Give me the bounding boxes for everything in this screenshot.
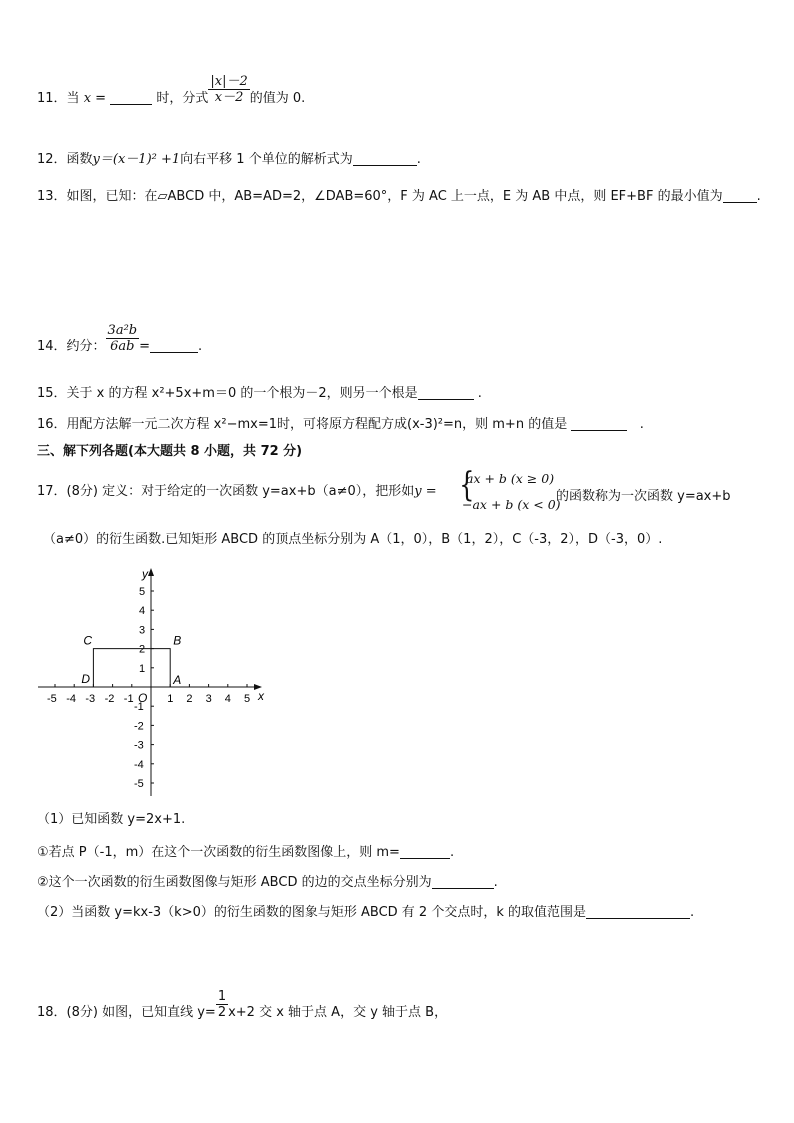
q17-part-1-ii-blank[interactable] — [432, 876, 494, 889]
x-tick-label: 4 — [224, 693, 231, 705]
question-13 — [37, 190, 761, 203]
y-tick-label: 4 — [139, 605, 146, 618]
q14-eq: = — [139, 339, 151, 354]
y-tick-label: 5 — [139, 586, 146, 598]
question-14 — [37, 323, 203, 354]
q17-line1-a: 17．(8分) 定义：对于给定的一次函数 y=ax+b（a≠0），把形如 — [37, 484, 415, 499]
q17-part-1-ii-text: ②这个一次函数的衍生函数图像与矩形 ABCD 的边的交点坐标分别为 — [37, 875, 432, 890]
q14-denominator: 6ab — [110, 339, 135, 354]
q12-end: . — [416, 152, 421, 167]
y-tick-label: -3 — [134, 739, 144, 752]
x-tick-label: -1 — [123, 693, 134, 705]
x-tick-label: -4 — [66, 693, 76, 705]
question-11 — [37, 74, 306, 106]
q16-text: 16．用配方法解一元二次方程 x²−mx=1时，可将原方程配方成(x-3)²=n，则 m+n 的值是 — [37, 417, 568, 432]
q14-end: . — [198, 339, 203, 354]
q16-end: . — [639, 417, 644, 432]
q17-part-1-i-blank[interactable] — [400, 846, 450, 859]
q11-answer-blank[interactable] — [110, 92, 152, 105]
y-tick-label: 3 — [139, 624, 146, 637]
y-tick-label: -4 — [134, 758, 144, 771]
q17-line1-b: 的函数称为一次函数 y=ax+b — [556, 489, 731, 504]
q17-part-2-end: . — [690, 905, 695, 920]
q11-fraction — [208, 75, 249, 104]
point-label-b: B — [173, 633, 182, 648]
question-12 — [37, 153, 421, 166]
y-tick-label: -1 — [134, 701, 144, 714]
x-tick-label: -5 — [47, 693, 57, 705]
q13-text: 13．如图，已知：在▱ABCD 中，AB=AD=2，∠DAB=60°，F 为 AC 上一点，E 为 AB 中点，则 EF+BF 的最小值为 — [37, 189, 723, 204]
section-3-title: 三、解下列各题(本大题共 8 小题，共 72 分) — [37, 444, 303, 459]
q14-fraction — [106, 324, 140, 353]
origin-label: O — [138, 691, 148, 705]
q13-answer-blank[interactable] — [723, 190, 757, 203]
x-tick-label: 5 — [244, 693, 251, 705]
q18-suffix: x+2 交 x 轴于点 A，交 y 轴于点 B， — [228, 1005, 448, 1020]
q14-numerator: 3a²b — [107, 323, 138, 338]
x-tick-label: 1 — [167, 693, 174, 705]
y-axis-arrow — [148, 568, 154, 576]
y-axis-label: y — [142, 567, 148, 581]
q17-part-1: （1）已知函数 y=2x+1. — [37, 812, 186, 827]
q11-denominator: x－2 — [214, 90, 244, 105]
q11-var: x — [83, 91, 92, 106]
q17-piece-2: −ax + b (x < 0) — [462, 497, 561, 512]
coordinate-graph — [30, 560, 280, 800]
q17-part-1-ii-end: . — [493, 875, 498, 890]
q13-end: . — [756, 189, 761, 204]
y-tick-label: -5 — [134, 778, 144, 790]
q12-text: 向右平移 1 个单位的解析式为 — [180, 152, 353, 167]
point-label-c: C — [83, 633, 93, 648]
q16-answer-blank[interactable] — [571, 418, 627, 431]
x-tick-label: -3 — [85, 693, 96, 705]
y-tick-label: 1 — [139, 662, 146, 675]
q17-part-2-blank[interactable] — [586, 906, 690, 919]
q17-part-2 — [37, 906, 694, 919]
q11-mid: 时，分式 — [156, 91, 209, 106]
q11-numerator: |x|－2 — [210, 74, 248, 89]
q17-part-1-i — [37, 846, 454, 859]
q14-answer-blank[interactable] — [150, 340, 198, 353]
q18-prefix: 18．(8分) 如图，已知直线 y= — [37, 1005, 216, 1020]
q11-eq: = — [91, 91, 111, 106]
q15-answer-blank[interactable] — [418, 387, 474, 400]
question-15 — [37, 387, 482, 400]
q17-part-1-i-text: ①若点 P（-1，m）在这个一次函数的衍生函数图像上，则 m= — [37, 845, 400, 860]
question-16 — [37, 418, 644, 431]
q17-part-2-text: （2）当函数 y=kx-3（k>0）的衍生函数的图象与矩形 ABCD 有 2 个交点时，k 的取值范围是 — [37, 905, 586, 920]
q18-denominator: 2 — [217, 1005, 227, 1020]
y-tick-label: 2 — [139, 643, 146, 656]
x-tick-label: -2 — [104, 693, 115, 705]
q15-text: 15．关于 x 的方程 x²+5x+m＝0 的一个根为－2，则另一个根是 — [37, 386, 418, 401]
q17-piece-y: y = — [414, 484, 437, 499]
q15-end: . — [477, 386, 482, 401]
q17-piece-1: ax + b (x ≥ 0) — [466, 471, 555, 486]
q12-formula: y＝(x－1)² +1 — [92, 152, 181, 167]
question-17-line-1 — [37, 485, 437, 498]
point-label-d: D — [81, 672, 91, 686]
q17-piecewise-brace: { — [459, 465, 475, 505]
y-tick-label: -2 — [134, 720, 144, 733]
point-label-a: A — [173, 673, 182, 687]
q18-fraction — [216, 990, 228, 1019]
q11-prefix: 11．当 — [37, 91, 80, 106]
q18-numerator: 1 — [217, 989, 227, 1004]
rectangle-abcd — [93, 649, 170, 687]
x-tick-label: 2 — [186, 693, 193, 705]
question-18 — [37, 989, 448, 1020]
question-17-line-2: （a≠0）的衍生函数.已知矩形 ABCD 的顶点坐标分别为 A（1，0），B（1，2），C（-3，2），D（-3，0）. — [43, 532, 663, 547]
q17-part-1-ii — [37, 876, 498, 889]
q11-suffix: 的值为 0. — [249, 91, 306, 106]
x-tick-label: 3 — [205, 693, 212, 705]
x-axis-label: x — [258, 689, 264, 703]
q12-answer-blank[interactable] — [353, 153, 417, 166]
q17-part-1-i-end: . — [449, 845, 455, 860]
q14-prefix: 14．约分： — [37, 339, 106, 354]
q12-prefix: 12．函数 — [37, 152, 93, 167]
